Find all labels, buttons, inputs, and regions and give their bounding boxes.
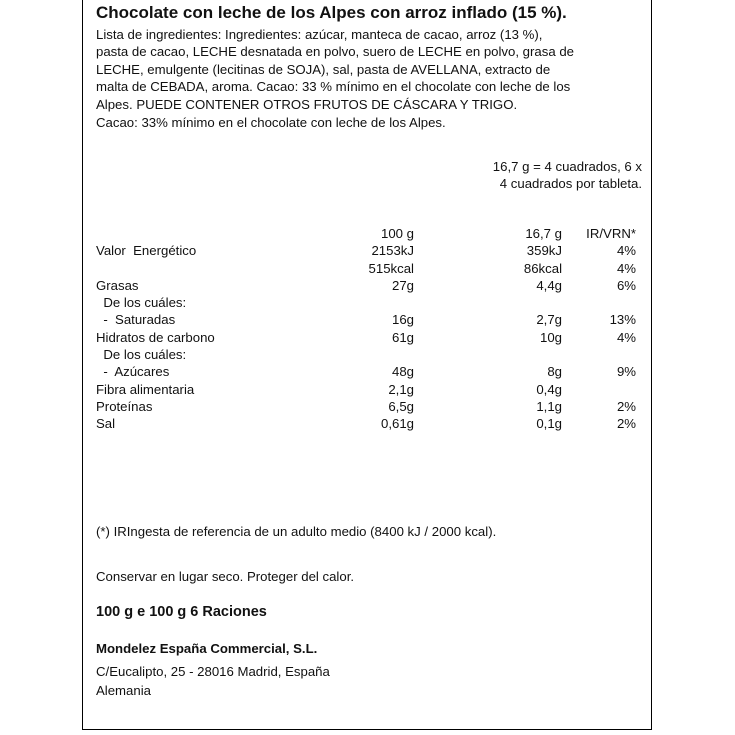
- company-address: C/Eucalipto, 25 - 28016 Madrid, España: [96, 664, 330, 679]
- serving-size: [468, 158, 642, 193]
- nutrient-portion: 1,1g: [536, 398, 562, 414]
- nutrient-portion: 10g: [539, 329, 562, 345]
- nutrition-row: [96, 363, 636, 380]
- nutrition-row: [96, 277, 636, 294]
- nutrient-portion: 0,1g: [536, 416, 562, 432]
- nutrient-label: De los cuáles:: [96, 295, 187, 311]
- nutrient-ir: 4%: [616, 243, 636, 259]
- nutrient-label: - Saturadas: [96, 312, 176, 328]
- nutrient-ir: 2%: [616, 398, 636, 414]
- ingredients-line: Alpes. PUEDE CONTENER OTROS FRUTOS DE CÁSCARA Y TRIGO.: [96, 96, 518, 112]
- nutrient-per100: 27g: [391, 277, 414, 293]
- nutrient-label: Sal: [96, 416, 116, 432]
- nutrient-ir: 4%: [616, 260, 636, 276]
- nutrient-portion: 359kJ: [526, 243, 562, 259]
- nutrient-label: Grasas: [96, 277, 139, 293]
- ingredients-line: LECHE, emulgente (lecitinas de SOJA), sal, pasta de AVELLANA, extracto de: [96, 61, 551, 77]
- nutrient-ir: 13%: [609, 312, 636, 328]
- product-title: Chocolate con leche de los Alpes con arroz inflado (15 %).: [96, 3, 567, 22]
- nutrition-header: [96, 225, 636, 242]
- nutrition-row: [96, 415, 636, 432]
- company-country: Alemania: [96, 683, 151, 698]
- serving-line: 4 cuadrados por tableta.: [499, 176, 642, 192]
- header-per100: 100 g: [380, 226, 414, 241]
- nutrient-portion: 8g: [547, 364, 562, 380]
- nutrition-row: [96, 398, 636, 415]
- nutrient-portion: 0,4g: [536, 381, 562, 397]
- ingredients-line: pasta de cacao, LECHE desnatada en polvo, suero de LECHE en polvo, grasa de: [96, 44, 574, 60]
- nutrient-ir: 9%: [616, 364, 636, 380]
- nutrient-ir: 4%: [616, 329, 636, 345]
- nutrient-per100: 515kcal: [368, 260, 414, 276]
- nutrient-per100: 0,61g: [380, 416, 414, 432]
- nutrition-rows: [96, 242, 636, 432]
- portions-info: 100 g e 100 g 6 Raciones: [96, 604, 267, 620]
- nutrition-row: [96, 329, 636, 346]
- ingredients-line: Lista de ingredientes: Ingredientes: azúcar, manteca de cacao, arroz (13 %),: [96, 27, 543, 42]
- cacao-note: Cacao: 33% mínimo en el chocolate con leche de los Alpes.: [96, 115, 446, 130]
- nutrition-row: [96, 381, 636, 398]
- nutrient-per100: 48g: [391, 364, 414, 380]
- nutrient-label: Proteínas: [96, 398, 153, 414]
- nutrient-label: De los cuáles:: [96, 347, 187, 363]
- header-portion: 16,7 g: [525, 226, 562, 241]
- nutrition-table: [96, 225, 636, 433]
- header-ir: IR/VRN*: [586, 226, 636, 241]
- nutrient-per100: 16g: [391, 312, 414, 328]
- nutrient-per100: 6,5g: [388, 398, 414, 414]
- ingredients-list: [96, 26, 638, 113]
- ir-footnote: (*) IRIngesta de referencia de un adulto medio (8400 kJ / 2000 kcal).: [96, 524, 497, 539]
- nutrient-portion: 4,4g: [536, 277, 562, 293]
- nutrient-ir: 2%: [616, 416, 636, 432]
- nutrition-row: [96, 242, 636, 259]
- nutrient-label: Valor Energético: [96, 243, 197, 259]
- storage-instructions: Conservar en lugar seco. Proteger del calor.: [96, 569, 355, 584]
- nutrition-row: [96, 260, 636, 277]
- nutrient-per100: 61g: [391, 329, 414, 345]
- ingredients-line: malta de CEBADA, aroma. Cacao: 33 % mínimo en el chocolate con leche de los: [96, 79, 571, 95]
- nutrient-label: Fibra alimentaria: [96, 381, 195, 397]
- nutrient-per100: 2,1g: [388, 381, 414, 397]
- nutrient-per100: 2153kJ: [371, 243, 414, 259]
- nutrient-label: - Azúcares: [96, 364, 170, 380]
- nutrition-row: [96, 294, 636, 311]
- nutrition-row: [96, 346, 636, 363]
- nutrient-ir: 6%: [616, 277, 636, 293]
- nutrient-portion: 86kcal: [523, 260, 562, 276]
- nutrient-label: Hidratos de carbono: [96, 329, 215, 345]
- company-name: Mondelez España Commercial, S.L.: [96, 641, 318, 656]
- serving-line: 16,7 g = 4 cuadrados, 6 x: [492, 159, 642, 174]
- nutrition-row: [96, 311, 636, 328]
- nutrient-portion: 2,7g: [536, 312, 562, 328]
